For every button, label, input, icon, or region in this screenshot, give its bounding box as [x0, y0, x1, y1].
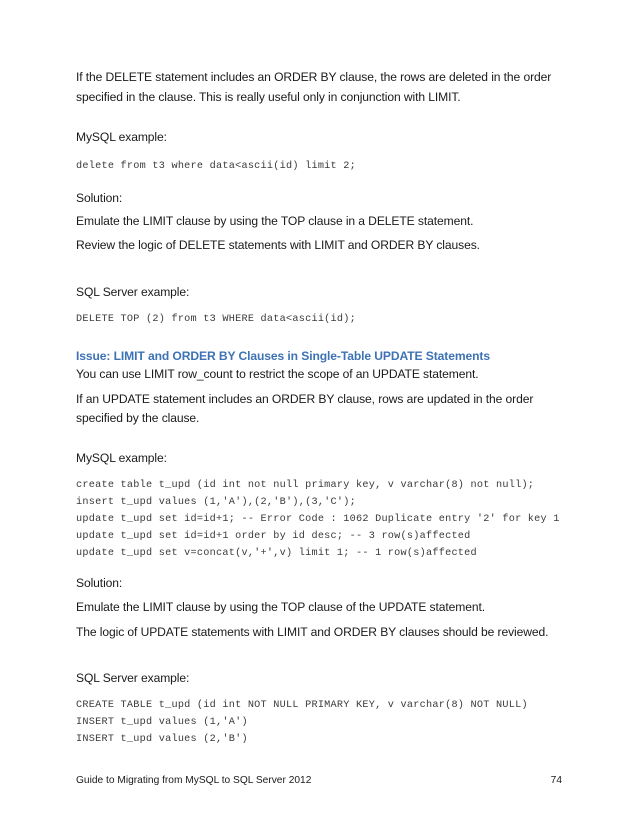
paragraph-review-update: The logic of UPDATE statements with LIMIT and ORDER BY clauses should be reviewed. [76, 625, 549, 639]
paragraph-delete-order-by-line-1: If the DELETE statement includes an ORDER BY clause, the rows are deleted in the order [76, 70, 552, 84]
paragraph-emulate-update: Emulate the LIMIT clause by using the TOP clause of the UPDATE statement. [76, 600, 486, 614]
paragraph-emulate-delete: Emulate the LIMIT clause by using the TOP clause in a DELETE statement. [76, 214, 474, 228]
sql-server-example-label: SQL Server example: [76, 285, 190, 299]
code-line: create table t_upd (id int not null primary key, v varchar(8) not null); [76, 480, 535, 491]
solution-label: Solution: [76, 191, 123, 205]
issue-heading: Issue: LIMIT and ORDER BY Clauses in Single-Table UPDATE Statements [76, 349, 490, 363]
paragraph-review-delete: Review the logic of DELETE statements with LIMIT and ORDER BY clauses. [76, 238, 480, 252]
code-line: insert t_upd values (1,'A'),(2,'B'),(3,'C'); [76, 497, 356, 508]
paragraph-update-order-by-line-1: If an UPDATE statement includes an ORDER BY clause, rows are updated in the order [76, 392, 534, 406]
code-line: CREATE TABLE t_upd (id int NOT NULL PRIMARY KEY, v varchar(8) NOT NULL) [76, 700, 528, 711]
code-line: update t_upd set id=id+1 order by id desc; -- 3 row(s)affected [76, 531, 471, 542]
code-line: update t_upd set id=id+1; -- Error Code : 1062 Duplicate entry '2' for key 1 [76, 514, 560, 525]
code-line: INSERT t_upd values (2,'B') [76, 734, 248, 745]
footer-page-number: 74 [550, 775, 562, 786]
solution-label: Solution: [76, 576, 123, 590]
paragraph-issue-text: You can use LIMIT row_count to restrict the scope of an UPDATE statement. [76, 367, 479, 381]
code-line: INSERT t_upd values (1,'A') [76, 717, 248, 728]
code-mysql-delete: delete from t3 where data<ascii(id) limit 2; [76, 161, 356, 172]
paragraph-delete-order-by-line-2: specified in the clause. This is really useful only in conjunction with LIMIT. [76, 90, 461, 104]
paragraph-update-order-by-line-2: specified by the clause. [76, 411, 200, 425]
code-sqlserver-delete-top: DELETE TOP (2) from t3 WHERE data<ascii(id); [76, 314, 356, 325]
mysql-example-label: MySQL example: [76, 130, 167, 144]
code-line: update t_upd set v=concat(v,'+',v) limit 1; -- 1 row(s)affected [76, 548, 477, 559]
footer-document-title: Guide to Migrating from MySQL to SQL Server 2012 [76, 775, 312, 786]
mysql-example-label: MySQL example: [76, 451, 167, 465]
sql-server-example-label: SQL Server example: [76, 671, 190, 685]
